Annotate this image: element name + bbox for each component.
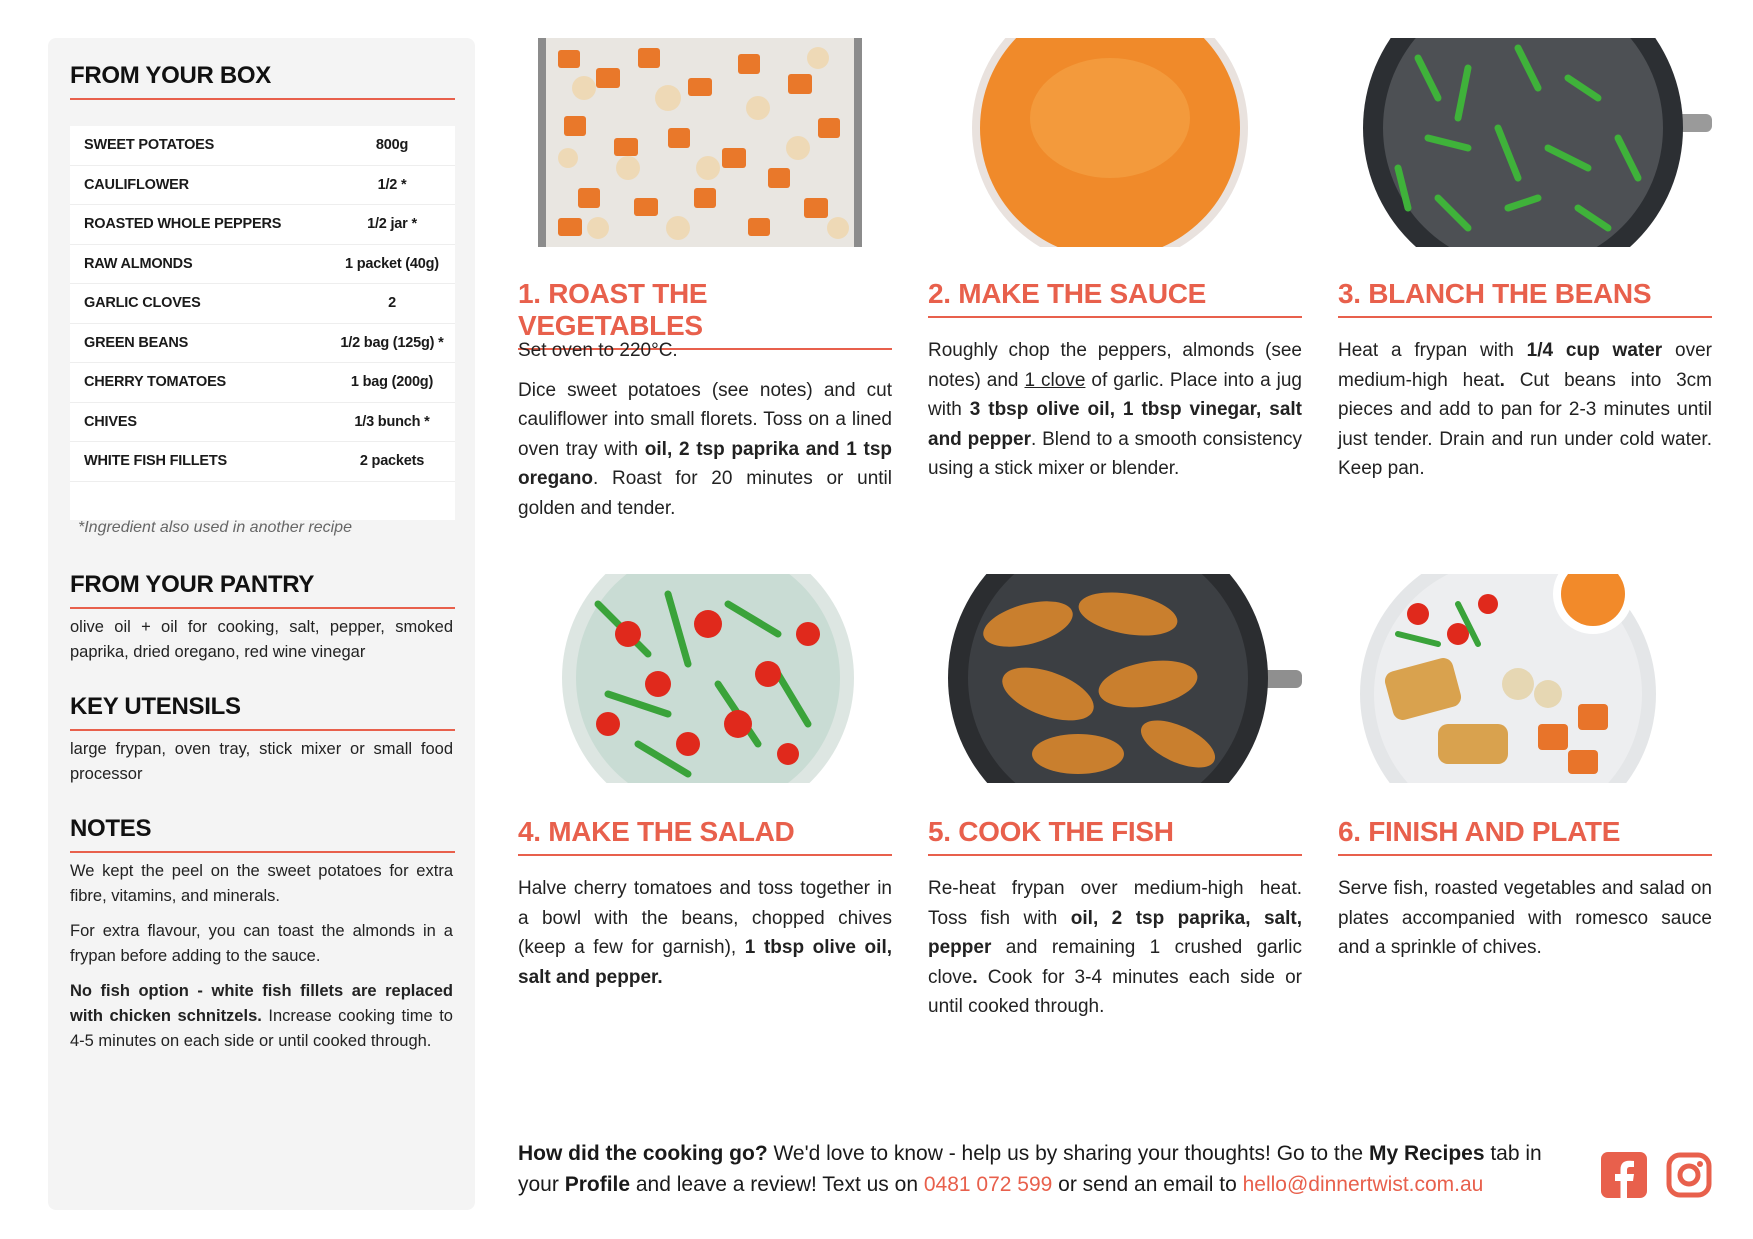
ingredient-name: ROASTED WHOLE PEPPERS — [84, 216, 282, 233]
step-3-text-e: Cut beans into 3cm pieces and add to pan for 2-3 minutes until just tender. Drain and run under cold water. Keep pan. — [1338, 369, 1712, 479]
step-2-text-d: . Blend to a smooth consistency using a stick mixer or blender. — [928, 428, 1302, 479]
step-2-para — [928, 336, 1302, 484]
photo-fish — [928, 574, 1302, 783]
ingredient-qty: 800g — [375, 137, 409, 154]
photo-sauce — [928, 38, 1302, 247]
ingredient-qty: 1/2 * — [377, 176, 407, 193]
footer-my-recipes: My Recipes — [1368, 1142, 1485, 1165]
step-3-text-a: Heat a frypan with — [1338, 340, 1527, 361]
step-4-text-bold: 1 tbsp olive oil, salt and pepper. — [518, 937, 893, 988]
step-5-text-c: and remaining 1 crushed garlic clove — [928, 937, 1302, 988]
table-row-empty — [70, 482, 455, 520]
facebook-icon[interactable] — [1601, 1152, 1647, 1198]
ingredient-qty: 1/2 jar * — [367, 216, 417, 233]
footer-question: How did the cooking go? — [518, 1142, 768, 1165]
step-6-title: 6. FINISH AND PLATE — [1338, 816, 1712, 856]
step-5-text-a: Re-heat frypan over medium-high heat. Toss fish with — [928, 878, 1302, 929]
photo-salad — [518, 574, 892, 783]
note-3 — [70, 979, 453, 1054]
ingredient-qty: 1 packet (40g) — [345, 255, 439, 272]
ingredient-qty: 1/2 bag (125g) * — [340, 334, 444, 351]
ingredient-name: WHITE FISH FILLETS — [84, 453, 228, 470]
step-3-text-bold: 1/4 cup water — [1526, 340, 1663, 361]
utensils-heading: KEY UTENSILS — [70, 693, 455, 731]
phone-link[interactable]: 0481 072 599 — [923, 1173, 1053, 1196]
step-4-text-a: Halve cherry tomatoes and toss together in a bowl with the beans, chopped chives (keep a few for garnish), — [518, 878, 892, 958]
step-3-para — [1338, 336, 1712, 484]
note-3-rest: Increase cooking time to 4-5 minutes on each side or until cooked through. — [70, 1007, 453, 1050]
ingredient-qty: 1/3 bunch * — [354, 413, 430, 430]
ingredient-footnote: *Ingredient also used in another recipe — [78, 519, 352, 536]
step-3-text-period: . — [1499, 369, 1505, 391]
feedback-footer — [518, 1138, 1578, 1200]
step-2-text-b: of garlic. Place into a jug with — [928, 369, 1302, 420]
box-heading: FROM YOUR BOX — [70, 62, 455, 100]
ingredient-name: GARLIC CLOVES — [84, 295, 201, 312]
step-5-para — [928, 874, 1302, 1022]
footer-text-4: or send an email to — [1052, 1173, 1243, 1196]
footer-text-2: tab in your — [518, 1142, 1542, 1196]
step-1-para-1: Set oven to 220°C. — [518, 340, 678, 361]
table-row — [70, 403, 455, 443]
step-2-text — [928, 336, 1302, 494]
step-1-text — [518, 336, 892, 533]
step-1-text-c: . Roast for 20 minutes or until golden and tender. — [518, 468, 892, 519]
step-5-title: 5. COOK THE FISH — [928, 816, 1302, 856]
ingredient-name: CHERRY TOMATOES — [84, 374, 227, 391]
photo-roast-vegetables — [518, 38, 892, 247]
step-3-title: 3. BLANCH THE BEANS — [1338, 278, 1712, 318]
notes-text — [70, 859, 453, 1064]
step-6-text — [1338, 874, 1712, 973]
ingredient-name: RAW ALMONDS — [84, 255, 193, 272]
ingredient-name: GREEN BEANS — [84, 334, 189, 351]
ingredient-qty: 2 packets — [359, 453, 425, 470]
step-2-title: 2. MAKE THE SAUCE — [928, 278, 1302, 318]
photo-plated — [1338, 574, 1712, 783]
utensils-text: large frypan, oven tray, stick mixer or small food processor — [70, 740, 453, 783]
table-row — [70, 245, 455, 285]
note-3-bold: No fish option - white fish fillets are replaced with chicken schnitzels. — [70, 982, 453, 1025]
ingredient-qty: 2 — [388, 295, 396, 312]
table-row — [70, 363, 455, 403]
ingredient-qty: 1 bag (200g) — [350, 374, 434, 391]
step-2-text-a: Roughly chop the peppers, almonds (see notes) and — [928, 340, 1302, 391]
email-link[interactable]: hello@dinnertwist.com.au — [1242, 1173, 1484, 1196]
step-3-text — [1338, 336, 1712, 494]
note-1: We kept the peel on the sweet potatoes for extra fibre, vitamins, and minerals. — [70, 862, 453, 905]
sidebar-panel — [48, 38, 475, 1210]
step-5-text-e: Cook for 3-4 minutes each side or until cooked through. — [928, 966, 1302, 1017]
step-1-text-bold: oil, 2 tsp paprika and 1 tsp oregano — [518, 438, 892, 489]
step-4-para — [518, 874, 892, 992]
step-1-title: 1. ROAST THE VEGETABLES — [518, 278, 892, 350]
ingredients-table — [70, 126, 455, 520]
step-5-text-period: . — [972, 966, 978, 988]
step-5-text — [928, 874, 1302, 1032]
step-4-text — [518, 874, 892, 1002]
ingredient-name: CAULIFLOWER — [84, 176, 189, 193]
footer-text-1: We'd love to know - help us by sharing your thoughts! Go to the — [767, 1142, 1369, 1165]
step-1-para-2 — [518, 376, 892, 524]
ingredient-name: SWEET POTATOES — [84, 137, 215, 154]
table-row — [70, 284, 455, 324]
notes-heading: NOTES — [70, 815, 455, 853]
instagram-icon[interactable] — [1666, 1152, 1712, 1198]
step-6-para: Serve fish, roasted vegetables and salad on plates accompanied with romesco sauce and a sprinkle of chives. — [1338, 878, 1712, 958]
step-1-text-a: Dice sweet potatoes (see notes) and cut cauliflower into small florets. Toss on a lined oven tray with — [518, 379, 892, 460]
pantry-heading: FROM YOUR PANTRY — [70, 571, 455, 609]
note-2: For extra flavour, you can toast the almonds in a frypan before adding to the sauce. — [70, 922, 453, 965]
photo-beans — [1338, 38, 1712, 247]
table-row — [70, 324, 455, 364]
table-row — [70, 126, 455, 166]
step-2-text-underline: 1 clove — [1024, 369, 1086, 391]
pantry-text: olive oil + oil for cooking, salt, pepper, smoked paprika, dried oregano, red wine vinegar — [70, 618, 453, 661]
step-3-text-c: over medium-high heat — [1338, 340, 1712, 391]
footer-profile: Profile — [564, 1173, 631, 1196]
step-2-text-bold: 3 tbsp olive oil, 1 tbsp vinegar, salt and pepper — [928, 399, 1302, 450]
table-row — [70, 442, 455, 482]
ingredient-name: CHIVES — [84, 413, 137, 430]
table-row — [70, 205, 455, 245]
table-row — [70, 166, 455, 206]
footer-text-3: and leave a review! Text us on — [630, 1173, 924, 1196]
step-4-title: 4. MAKE THE SALAD — [518, 816, 892, 856]
step-5-text-bold: oil, 2 tsp paprika, salt, pepper — [928, 907, 1302, 958]
